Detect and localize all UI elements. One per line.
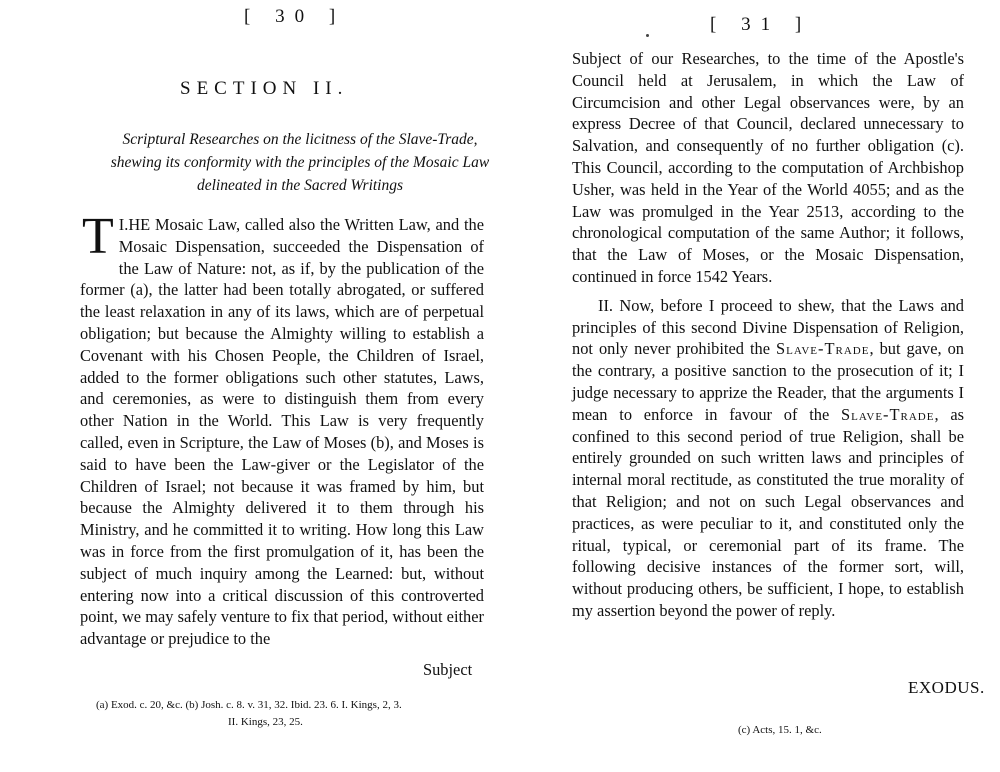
left-catchword: Subject [423,660,473,679]
drop-cap: T [82,208,114,265]
left-paragraph: HE Mosaic Law, called also the Written Law, and the Mosaic Dispensation, succeeded the Dispensation of the Law of Nature: not, as if, by the publication of the former (a), the latter had been totally abrogated, or suffered the least relaxation in any of its laws, which are of perpetual obligation; but because the Almighty willing to establish a Covenant with his Chosen People, the Children of Israel, added to the former obligations such other statutes, Laws, and ceremonies, as were to distinguish them from every other Nation in the World. This Law is very frequently called, even in Scripture, the Law of Moses (b), and Moses is said to have been the Law-giver or the Legislator of the Children of Israel; not because it was framed by him, but because the Almighty delivered it to them through his Ministry, and he committed it to writing. How long this Law was in force from the first promulgation of it, has been the subject of much inquiry among the Learned: but, without entering now into a critical discussion of this controverted point, we may safely venture to fix that period, without either advantage or prejudice to the [80,215,484,649]
printing-speck [646,34,649,37]
paragraph-marker: I. [118,215,129,234]
right-footnote: (c) Acts, 15. 1, &c. [738,724,822,736]
right-body-text [572,48,964,622]
paragraph-2-part-2: , but gave, on the contrary, a positive sanction to the prosecution of it; I judge necessary to apprize the Reader, that the arguments I mean to enforce in favour of the [572,339,964,424]
slave-trade-term: Slave-Trade [776,339,870,359]
left-footnote-line-1: (a) Exod. c. 20, &c. (b) Josh. c. 8. v. 31, 32. Ibid. 23. 6. I. Kings, 2, 3. [96,699,402,711]
left-footnote-line-2: II. Kings, 23, 25. [228,716,303,728]
right-page-number: [ 31 ] [710,14,812,35]
section-heading: SECTION II. [180,78,349,99]
right-catchword: EXODUS. [908,678,985,697]
right-page [500,0,1000,772]
right-paragraph-2 [572,295,964,622]
section-subtitle: Scriptural Researches on the licitness of the Slave-Trade, shewing its conformity with the principles of the Mosaic Law delineated in the Sacred Writings [110,131,490,194]
left-page-number: [ 30 ] [244,6,346,27]
paragraph-2-part-3: , as confined to this second period of true Religion, shall be entirely grounded on such written laws and principles of internal moral rectitude, as constituted the true morality of that Religion; and not on such Legal observances and practices, as were peculiar to it, and constituted only the ritual, typical, or ceremonial part of its frame. The following decisive instances of the former sort, will, without producing others, be sufficient, I hope, to establish my assertion beyond the power of reply. [572,404,964,620]
right-paragraph-1: Subject of our Researches, to the time of the Apostle's Council held at Jerusalem, in which the Law of Circumcision and other Legal observances were, by an express Decree of that Council, declared unnecessary to Salvation, and consequently of no further obligation (c). This Council, according to the computation of Archbishop Usher, was held in the Year of the World 4055; and as the Law was promulged in the Year 2513, according to the chronological computation of the same Author; it follows, that the Law of Moses, or the Mosaic Dispensation, continued in force 1542 Years. [572,49,964,286]
slave-trade-term: Slave-Trade [841,404,935,424]
left-body-text [80,208,484,650]
paragraph-2-part-1: II. Now, before I proceed to shew, that the Laws and principles of this second Divine Dispensation of Religion, not only never prohibited the [572,295,964,359]
